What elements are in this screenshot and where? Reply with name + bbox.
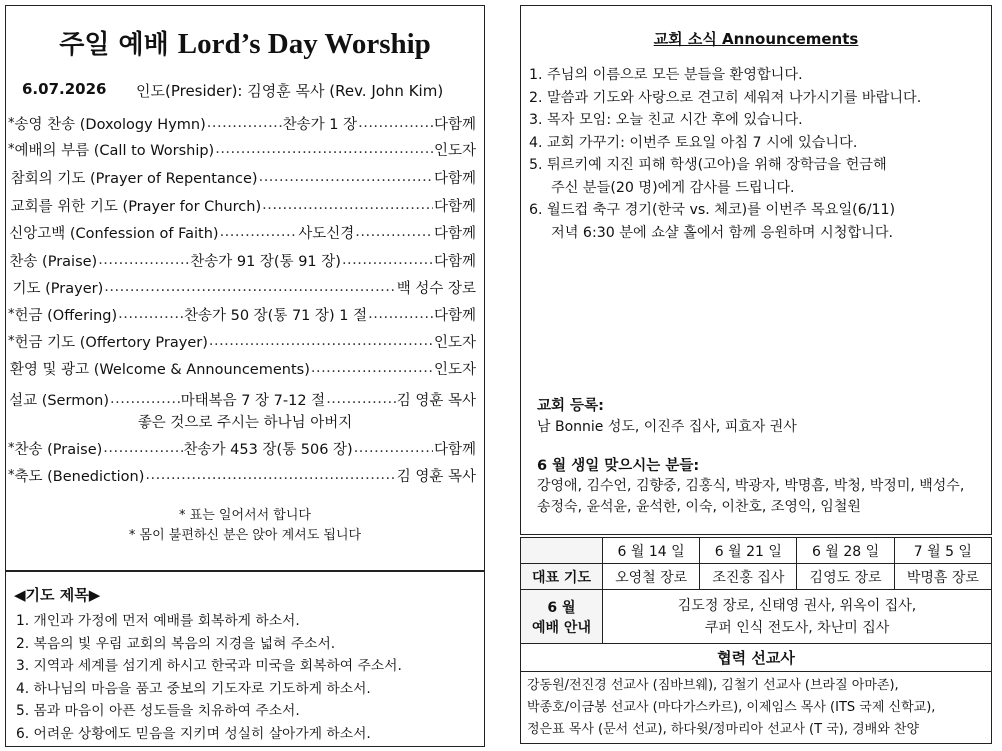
worship-guide-line: 쿠퍼 인식 전도사, 차난미 집사 bbox=[704, 619, 890, 636]
prayer-item: 5. 몸과 마음이 아픈 성도들을 치유하여 주소서. bbox=[16, 703, 300, 719]
leader-dots bbox=[145, 467, 395, 483]
worship-guide-label bbox=[521, 590, 603, 644]
worship-title-ko: 주일 예배 bbox=[59, 30, 169, 60]
prayer-item: 6. 어려운 상황에도 믿음을 지키며 성실히 살아가게 하소서. bbox=[16, 725, 371, 742]
prayer-item: 3. 지역과 세계를 섬기게 하시고 한국과 미국을 회복하여 주소서. bbox=[16, 658, 402, 674]
worship-guide-label-month: 6 월 bbox=[547, 599, 576, 616]
schedule-date: 6 월 14 일 bbox=[603, 538, 700, 564]
order-row bbox=[8, 330, 476, 352]
prayer-topics-panel bbox=[5, 571, 485, 747]
stand-marker: * bbox=[8, 440, 15, 456]
order-item-leader: 다함께 bbox=[433, 253, 476, 270]
leader-dots bbox=[215, 141, 433, 157]
announcement-item: 4. 교회 가꾸기: 이번주 토요일 아침 7 시에 있습니다. bbox=[529, 134, 858, 151]
order-item-name: 환영 및 광고 (Welcome & Announcements) bbox=[9, 361, 310, 378]
order-row bbox=[8, 249, 476, 271]
prayer-item: 2. 복음의 빛 우림 교회의 복음의 지경을 넓혀 주소서. bbox=[16, 635, 336, 652]
prayer-leader-label: 대표 기도 bbox=[521, 564, 603, 590]
schedule-date: 7 월 5 일 bbox=[894, 538, 991, 564]
leader-dots bbox=[259, 169, 433, 185]
prayer-leader-row bbox=[521, 564, 992, 590]
worship-title bbox=[6, 24, 484, 61]
announcement-item: 1. 주님의 이름으로 모든 분들을 환영합니다. bbox=[529, 67, 803, 83]
prayer-leader: 김영도 장로 bbox=[797, 564, 894, 590]
schedule-date: 6 월 28 일 bbox=[797, 538, 894, 564]
worship-notes bbox=[6, 506, 484, 546]
leader-dots bbox=[209, 333, 433, 349]
worship-guide-line: 김도정 장로, 신태영 권사, 위옥이 집사, bbox=[677, 597, 917, 614]
missions-body-row bbox=[521, 672, 992, 744]
registration-names: 남 Bonnie 성도, 이진주 집사, 피효자 권사 bbox=[537, 419, 797, 435]
order-item-name: 교회를 위한 기도 (Prayer for Church) bbox=[10, 198, 262, 215]
leader-dots bbox=[326, 391, 396, 407]
worship-order-panel bbox=[5, 5, 485, 571]
order-item-detail: 찬송가 1 장 bbox=[282, 116, 358, 133]
prayer-item: 4. 하나님의 마음을 품고 중보의 기도자로 기도하게 하소서. bbox=[16, 680, 371, 697]
order-row bbox=[8, 437, 476, 459]
worship-guide-row bbox=[521, 590, 992, 644]
order-item-leader: 다함께 bbox=[433, 225, 476, 242]
announcements-list bbox=[529, 64, 921, 244]
order-item-leader: 인도자 bbox=[433, 334, 476, 351]
order-item-leader: 다함께 bbox=[433, 198, 476, 215]
stand-marker: * bbox=[8, 306, 15, 322]
order-row bbox=[8, 221, 476, 243]
order-item-detail: 마태복음 7 장 7-12 절 bbox=[180, 392, 326, 409]
order-item-name: 설교 (Sermon) bbox=[9, 392, 110, 409]
prayer-topics-list bbox=[16, 610, 402, 745]
stand-marker: * bbox=[8, 467, 15, 483]
order-row bbox=[8, 357, 476, 379]
leader-dots bbox=[342, 252, 433, 268]
order-item-leader: 다함께 bbox=[433, 441, 476, 458]
missions-line: 정은표 목사 (문서 선교), 하다윗/정마리아 선교사 (T 국), 경배와 찬양 bbox=[527, 721, 920, 737]
order-row bbox=[8, 138, 476, 160]
announcements-title: 교회 소식 Announcements bbox=[653, 30, 859, 48]
leader-dots bbox=[103, 440, 182, 456]
missions-line: 강동원/전진경 선교사 (짐바브웨), 김철기 선교사 (브라질 아마존), bbox=[527, 677, 899, 693]
order-item-name: 헌금 기도 (Offertory Prayer) bbox=[14, 334, 208, 351]
order-item-name: 기도 (Prayer) bbox=[12, 280, 104, 297]
announcement-item: 2. 말씀과 기도와 사랑으로 견고히 세워져 나가시기를 바랍니다. bbox=[529, 89, 922, 106]
worship-title-en: Lord’s Day Worship bbox=[177, 28, 431, 60]
announcements-panel bbox=[520, 5, 992, 535]
missions-line: 박종호/이금봉 선교사 (마다가스카르), 이제임스 목사 (ITS 국제 신학교), bbox=[527, 699, 936, 715]
missions-title: 협력 선교사 bbox=[521, 644, 992, 672]
schedule-table bbox=[520, 537, 992, 744]
leader-dots bbox=[98, 252, 189, 268]
schedule-date: 6 월 21 일 bbox=[700, 538, 797, 564]
worship-date: 6.07.2026 bbox=[22, 80, 107, 98]
order-row bbox=[8, 112, 476, 134]
prayer-topics-title: ◀기도 제목▶ bbox=[14, 586, 101, 604]
order-row bbox=[8, 166, 476, 188]
prayer-leader: 박명흠 장로 bbox=[894, 564, 991, 590]
order-item-leader: 김 영훈 목사 bbox=[396, 468, 476, 485]
sermon-title: 좋은 것으로 주시는 하나님 아버지 bbox=[137, 415, 353, 431]
leader-dots bbox=[368, 306, 433, 322]
order-row bbox=[8, 303, 476, 325]
birthday-names: 강영애, 김수언, 김향중, 김홍식, 박광자, 박명흠, 박청, 박정미, 백성수, 송정숙, 윤석윤, 윤석한, 이숙, 이찬호, 조영익, 임철원 bbox=[537, 478, 965, 515]
order-item-name: 헌금 (Offering) bbox=[14, 307, 118, 324]
order-row bbox=[8, 276, 476, 298]
leader-dots bbox=[354, 440, 433, 456]
order-item-name: 찬송 (Praise) bbox=[9, 253, 98, 270]
order-item-leader: 인도자 bbox=[433, 361, 476, 378]
order-item-leader: 백 성수 장로 bbox=[396, 280, 476, 297]
leader-dots bbox=[220, 224, 298, 240]
missions-list bbox=[521, 672, 992, 744]
order-item-detail: 찬송가 453 장(통 506 장) bbox=[183, 441, 353, 458]
order-item-name: 축도 (Benediction) bbox=[14, 468, 145, 485]
leader-dots bbox=[262, 197, 433, 213]
order-item-leader: 다함께 bbox=[433, 116, 476, 133]
leader-dots bbox=[358, 115, 433, 131]
stand-marker: * bbox=[8, 333, 15, 349]
order-row bbox=[8, 464, 476, 486]
leader-dots bbox=[118, 306, 183, 322]
order-row bbox=[8, 388, 476, 410]
worship-presider: 인도(Presider): 김영훈 목사 (Rev. John Kim) bbox=[136, 82, 444, 100]
birthday-title: 6 월 생일 맞으시는 분들: bbox=[537, 458, 700, 474]
note-standing: * 표는 일어서서 합니다 bbox=[179, 508, 311, 523]
leader-dots bbox=[355, 224, 433, 240]
order-item-detail: 찬송가 91 장(통 91 장) bbox=[190, 253, 341, 270]
order-row bbox=[8, 194, 476, 216]
announcement-item-continued: 저녁 6:30 분에 쇼샬 홀에서 함께 응원하며 시청합니다. bbox=[551, 224, 894, 241]
leader-dots bbox=[110, 391, 180, 407]
announcement-item: 6. 월드컵 축구 경기(한국 vs. 체코)를 이번주 목요일(6/11) bbox=[529, 202, 896, 218]
leader-dots bbox=[207, 115, 282, 131]
announcement-item: 3. 목자 모임: 오늘 친교 시간 후에 있습니다. bbox=[529, 112, 803, 128]
stand-marker: * bbox=[8, 141, 15, 157]
order-item-leader: 다함께 bbox=[433, 307, 476, 324]
order-item-name: 예배의 부름 (Call to Worship) bbox=[14, 142, 215, 159]
worship-guide-names bbox=[603, 590, 992, 644]
order-item-name: 찬송 (Praise) bbox=[14, 441, 103, 458]
registration-title: 교회 등록: bbox=[537, 398, 604, 414]
schedule-header-row bbox=[521, 538, 992, 564]
leader-dots bbox=[104, 279, 395, 295]
order-item-detail: 찬송가 50 장(통 71 장) 1 절 bbox=[183, 307, 368, 324]
announcement-item: 5. 튀르키예 지진 피해 학생(고아)을 위해 장학금을 헌금해 bbox=[529, 157, 887, 173]
order-item-leader: 다함께 bbox=[433, 170, 476, 187]
order-item-name: 참회의 기도 (Prayer of Repentance) bbox=[10, 170, 258, 187]
missions-title-row bbox=[521, 644, 992, 672]
worship-guide-label-text: 예배 안내 bbox=[532, 619, 591, 636]
prayer-item: 1. 개인과 가정에 먼저 예배를 회복하게 하소서. bbox=[16, 613, 300, 629]
order-item-name: 신앙고백 (Confession of Faith) bbox=[9, 225, 219, 242]
order-item-leader: 인도자 bbox=[433, 142, 476, 159]
order-item-detail: 사도신경 bbox=[298, 225, 355, 242]
prayer-leader: 조진홍 집사 bbox=[700, 564, 797, 590]
order-item-leader: 김 영훈 목사 bbox=[396, 392, 476, 409]
order-item-name: 송영 찬송 (Doxology Hymn) bbox=[14, 116, 206, 133]
note-sitting: * 몸이 불편하신 분은 앉아 계셔도 됩니다 bbox=[128, 528, 362, 543]
prayer-leader: 오영철 장로 bbox=[603, 564, 700, 590]
leader-dots bbox=[311, 360, 433, 376]
announcement-item-continued: 주신 분들(20 명)에게 감사를 드립니다. bbox=[551, 179, 795, 196]
stand-marker: * bbox=[8, 115, 15, 131]
schedule-corner bbox=[521, 538, 603, 564]
